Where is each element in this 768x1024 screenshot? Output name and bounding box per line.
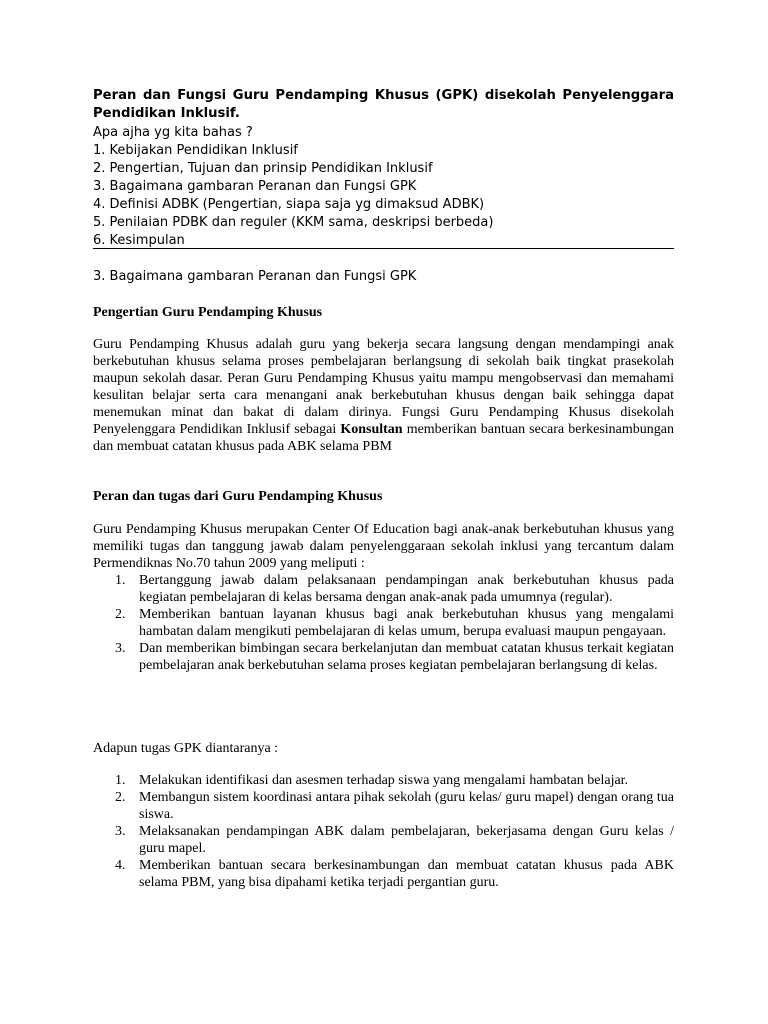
list-number: 1.: [115, 573, 126, 588]
agenda-item: 1. Kebijakan Pendidikan Inklusif: [93, 143, 298, 158]
definition-text: Guru Pendamping Khusus adalah guru yang bekerja secara langsung dengan mendampingi anak berkebutuhan khusus selama proses pembelajaran berlangsung di sekolah baik tingkat prasekolah maupun sekolah dasar. Peran Guru Pendamping Khusus yaitu mampu mengobservasi dan memahami kesulitan belajar serta cara menangani anak berkebutuhan khusus dengan baik sehingga dapat menemukan minat dan bakat di dalam dirinya. Fungsi Guru Pendamping Khusus disekolah Penyelenggara Pendidikan Inklusif sebagai: [93, 337, 674, 437]
list-number: 1.: [115, 773, 126, 788]
agenda-item: 6. Kesimpulan: [93, 233, 185, 248]
list-item: [93, 772, 674, 789]
list-text: Memberikan bantuan secara berkesinambungan dan membuat catatan khusus pada ABK selama PBM, yang bisa dipahami ketika terjadi pergantian guru.: [139, 858, 674, 890]
list-item: [93, 857, 674, 891]
agenda: [93, 124, 674, 250]
list-item: [93, 606, 674, 640]
list-text: Melaksanakan pendampingan ABK dalam pembelajaran, bekerjasama dengan Guru kelas / guru mapel.: [139, 824, 674, 856]
list-text: Melakukan identifikasi dan asesmen terhadap siswa yang mengalami hambatan belajar.: [139, 773, 629, 788]
agenda-intro: Apa ajha yg kita bahas ?: [93, 125, 253, 140]
list-number: 3.: [115, 824, 126, 839]
list-item: [93, 789, 674, 823]
list-number: 3.: [115, 641, 126, 656]
list-item: [93, 640, 674, 674]
list-number: 2.: [115, 607, 126, 622]
tasks-intro: Adapun tugas GPK diantaranya :: [93, 741, 279, 756]
document-title: Peran dan Fungsi Guru Pendamping Khusus (GPK) disekolah Penyelenggara Pendidikan Inklusif.: [93, 88, 674, 121]
list-text: Dan memberikan bimbingan secara berkelanjutan dan membuat catatan khusus terkait kegiatan pembelajaran anak berkebutuhan selama proses kegiatan pembelajaran berlangsung di kelas.: [139, 641, 674, 673]
list-number: 2.: [115, 790, 126, 805]
definition-paragraph: [93, 336, 674, 455]
roles-list: [93, 572, 674, 674]
list-text: Memberikan bantuan layanan khusus bagi anak berkebutuhan khusus yang mengalami hambatan dalam mengikuti pembelajaran di kelas umum, berupa evaluasi maupun pengayaan.: [139, 607, 674, 639]
agenda-item: 2. Pengertian, Tujuan dan prinsip Pendidikan Inklusif: [93, 161, 433, 176]
agenda-item: 3. Bagaimana gambaran Peranan dan Fungsi GPK: [93, 179, 417, 194]
list-text: Membangun sistem koordinasi antara pihak sekolah (guru kelas/ guru mapel) dengan orang tua siswa.: [139, 790, 674, 822]
bold-term-konsultan: Konsultan: [340, 422, 403, 437]
roles-intro-paragraph: Guru Pendamping Khusus merupakan Center Of Education bagi anak-anak berkebutuhan khusus yang memiliki tugas dan tanggung jawab dalam penyelenggaraan sekolah inklusi yang tercantum dalam Permendiknas No.70 tahun 2009 yang meliputi :: [93, 522, 674, 571]
section-heading-roles: Peran dan tugas dari Guru Pendamping Khusus: [93, 489, 383, 504]
list-item: [93, 823, 674, 857]
list-number: 4.: [115, 858, 126, 873]
definition-text-end: memberikan bantuan secara berkesinambungan dan membuat catatan khusus pada ABK selama PBM: [93, 422, 674, 454]
horizontal-divider: [93, 248, 674, 249]
current-topic: 3. Bagaimana gambaran Peranan dan Fungsi GPK: [93, 269, 417, 284]
agenda-item: 5. Penilaian PDBK dan reguler (KKM sama, deskripsi berbeda): [93, 215, 494, 230]
section-heading-definition: Pengertian Guru Pendamping Khusus: [93, 305, 323, 320]
list-text: Bertanggung jawab dalam pelaksanaan pendampingan anak berkebutuhan khusus pada kegiatan pembelajaran di kelas bersama dengan anak-anak pada umumnya (regular).: [139, 573, 674, 605]
agenda-item: 4. Definisi ADBK (Pengertian, siapa saja yg dimaksud ADBK): [93, 197, 485, 212]
tasks-list: [93, 772, 674, 891]
list-item: [93, 572, 674, 606]
